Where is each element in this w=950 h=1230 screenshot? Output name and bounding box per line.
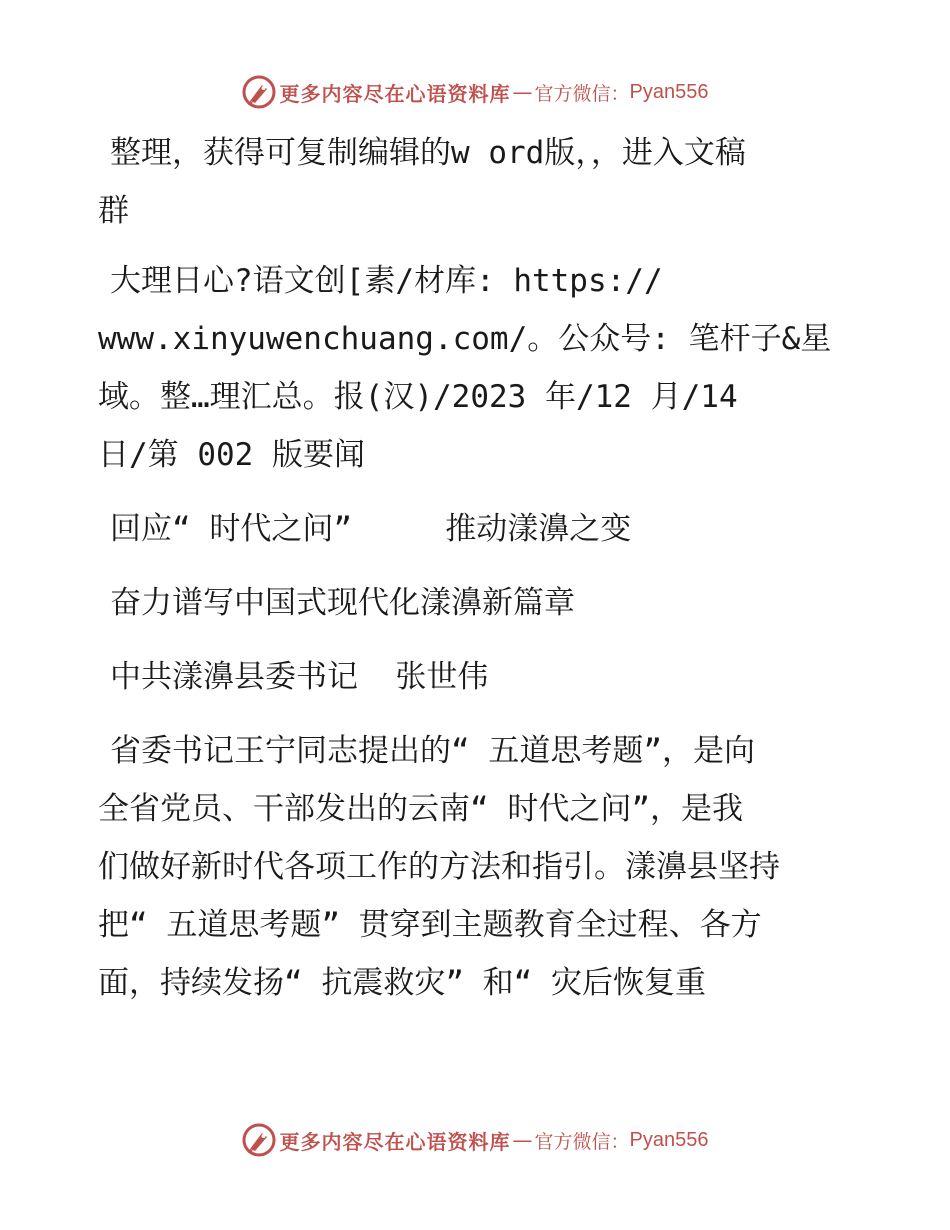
body-line: 面，持续发扬“ 抗震救灾” 和“ 灾后恢复重: [98, 965, 706, 1001]
intro-line: 群: [98, 193, 129, 229]
banner-promo-text: 更多内容尽在心语资料库: [279, 1129, 511, 1154]
banner-wechat-id: Pyan556: [629, 80, 709, 103]
intro-line: 整理，获得可复制编辑的w ord版，，进入文稿: [110, 135, 746, 171]
banner-dash: —: [512, 80, 533, 104]
source-line: 域。整…理汇总。报(汉)/2023 年/12 月/14: [98, 379, 738, 415]
byline: 中共漾濞县委书记 张世伟: [110, 659, 489, 695]
banner-wechat-label: 官方微信：: [534, 82, 630, 105]
banner-wechat-id: Pyan556: [629, 1128, 709, 1151]
footer-watermark-banner: [0, 1120, 950, 1160]
source-line: www.xinyuwenchuang.com/。公众号: 笔杆子&星: [98, 321, 832, 357]
banner-dash: —: [512, 1128, 533, 1152]
source-line: 大理日心?语文创[素/材库: https://: [110, 263, 663, 299]
source-line: 日/第 002 版要闻: [98, 437, 365, 473]
header-watermark-banner: [0, 72, 950, 112]
body-line: 把“ 五道思考题” 贯穿到主题教育全过程、各方: [98, 907, 762, 943]
pen-nib-logo-icon: [242, 1123, 276, 1157]
banner-promo-text: 更多内容尽在心语资料库: [279, 81, 511, 106]
document-body: [98, 124, 888, 1012]
body-line: 全省党员、干部发出的云南“ 时代之问”，是我: [98, 791, 743, 827]
headline: 回应“ 时代之问” 推动漾濞之变: [110, 511, 632, 547]
subheadline: 奋力谱写中国式现代化漾濞新篇章: [110, 585, 575, 621]
body-line: 们做好新时代各项工作的方法和指引。漾濞县坚持: [98, 849, 780, 885]
body-line: 省委书记王宁同志提出的“ 五道思考题”，是向: [110, 733, 755, 769]
pen-nib-logo-icon: [242, 75, 276, 109]
banner-wechat-label: 官方微信：: [534, 1130, 630, 1153]
